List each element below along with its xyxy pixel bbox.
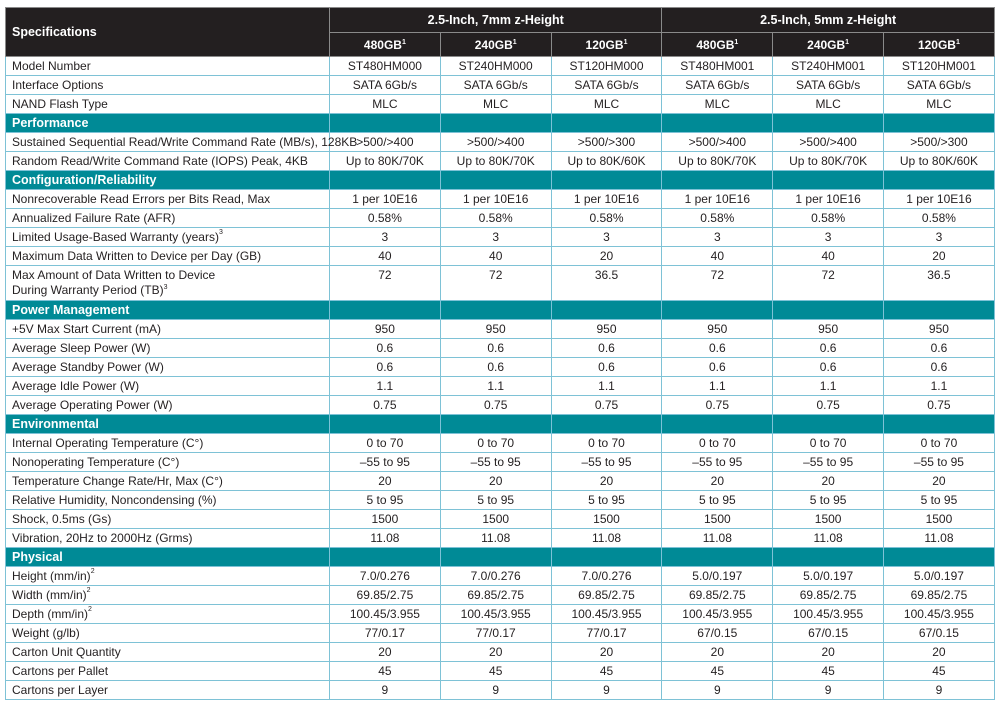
table-cell: 3 — [662, 228, 773, 247]
table-cell: 20 — [662, 643, 773, 662]
table-cell: 950 — [330, 320, 441, 339]
table-cell: 77/0.17 — [440, 624, 551, 643]
table-cell: 11.08 — [773, 529, 884, 548]
table-cell: 1 per 10E16 — [773, 190, 884, 209]
table-cell: 40 — [662, 247, 773, 266]
table-cell: –55 to 95 — [440, 453, 551, 472]
table-cell: 0.6 — [662, 339, 773, 358]
table-cell: ST240HM001 — [773, 57, 884, 76]
table-cell: SATA 6Gb/s — [440, 76, 551, 95]
table-cell: 0.58% — [662, 209, 773, 228]
table-cell: 9 — [551, 681, 662, 700]
row-label: Model Number — [6, 57, 330, 76]
table-cell: –55 to 95 — [330, 453, 441, 472]
table-cell: 0.6 — [773, 358, 884, 377]
table-cell: 69.85/2.75 — [662, 586, 773, 605]
table-cell: 7.0/0.276 — [440, 567, 551, 586]
table-cell: 5.0/0.197 — [773, 567, 884, 586]
row-label: Interface Options — [6, 76, 330, 95]
table-row — [6, 605, 995, 624]
table-cell: ST240HM000 — [440, 57, 551, 76]
specifications-heading: Specifications — [6, 8, 330, 57]
table-row — [6, 681, 995, 700]
table-cell: 1.1 — [551, 377, 662, 396]
footnote-marker: 3 — [218, 229, 223, 236]
table-cell: 36.5 — [551, 266, 662, 301]
row-label: Max Amount of Data Written to Device During Warranty Period (TB)$^3$ — [6, 266, 330, 301]
table-cell: 40 — [773, 247, 884, 266]
row-label: Temperature Change Rate/Hr, Max (C°) — [6, 472, 330, 491]
table-cell: 20 — [330, 472, 441, 491]
table-cell: 77/0.17 — [551, 624, 662, 643]
table-cell: >500/>400 — [662, 133, 773, 152]
table-row — [6, 643, 995, 662]
table-cell: 0.75 — [884, 396, 995, 415]
table-cell: 5.0/0.197 — [662, 567, 773, 586]
row-label: +5V Max Start Current (mA) — [6, 320, 330, 339]
table-row — [6, 434, 995, 453]
table-cell: Up to 80K/60K — [884, 152, 995, 171]
capacity-header: $480GB^1$ — [662, 33, 773, 57]
table-cell: –55 to 95 — [884, 453, 995, 472]
capacity-header: $480GB^1$ — [330, 33, 441, 57]
section-title: Environmental — [6, 415, 330, 434]
table-cell: 69.85/2.75 — [330, 586, 441, 605]
table-cell: 20 — [440, 643, 551, 662]
table-cell: 5.0/0.197 — [884, 567, 995, 586]
row-label: Carton Unit Quantity — [6, 643, 330, 662]
table-row — [6, 152, 995, 171]
row-label: Shock, 0.5ms (Gs) — [6, 510, 330, 529]
table-cell: 0 to 70 — [662, 434, 773, 453]
table-cell: 950 — [884, 320, 995, 339]
table-cell: Up to 80K/70K — [440, 152, 551, 171]
table-row — [6, 190, 995, 209]
capacity-header: $240GB^1$ — [773, 33, 884, 57]
table-cell: 20 — [884, 472, 995, 491]
spec-table-body — [6, 57, 995, 700]
table-row — [6, 339, 995, 358]
table-cell: ST120HM001 — [884, 57, 995, 76]
table-cell: >500/>400 — [440, 133, 551, 152]
table-cell: 0 to 70 — [551, 434, 662, 453]
table-cell: >500/>300 — [884, 133, 995, 152]
section-title: Performance — [6, 114, 330, 133]
table-row — [6, 266, 995, 301]
table-cell: >500/>400 — [330, 133, 441, 152]
table-row — [6, 662, 995, 681]
table-cell: 7.0/0.276 — [330, 567, 441, 586]
table-cell: 1 per 10E16 — [330, 190, 441, 209]
table-cell: 69.85/2.75 — [440, 586, 551, 605]
table-cell: 5 to 95 — [440, 491, 551, 510]
table-cell: 1500 — [440, 510, 551, 529]
table-cell: 9 — [773, 681, 884, 700]
table-cell: 5 to 95 — [551, 491, 662, 510]
table-cell: 67/0.15 — [773, 624, 884, 643]
footnote-marker: 2 — [86, 587, 91, 594]
table-cell: 72 — [440, 266, 551, 301]
table-cell: >500/>300 — [551, 133, 662, 152]
row-label: Sustained Sequential Read/Write Command Rate (MB/s), 128KB — [6, 133, 330, 152]
table-cell: 45 — [662, 662, 773, 681]
table-row — [6, 320, 995, 339]
table-cell: 0.75 — [440, 396, 551, 415]
table-cell: 45 — [884, 662, 995, 681]
table-cell: MLC — [440, 95, 551, 114]
table-row — [6, 133, 995, 152]
table-cell: 67/0.15 — [884, 624, 995, 643]
table-cell: –55 to 95 — [551, 453, 662, 472]
table-cell: 950 — [773, 320, 884, 339]
table-cell: 950 — [551, 320, 662, 339]
table-cell: 1 per 10E16 — [884, 190, 995, 209]
table-cell: MLC — [884, 95, 995, 114]
section-title: Configuration/Reliability — [6, 171, 330, 190]
table-cell: 9 — [330, 681, 441, 700]
table-cell: 45 — [440, 662, 551, 681]
specifications-table — [5, 7, 995, 700]
table-cell: 9 — [662, 681, 773, 700]
table-cell: MLC — [330, 95, 441, 114]
table-cell: 1500 — [773, 510, 884, 529]
table-cell: ST480HM001 — [662, 57, 773, 76]
section-header-row — [6, 548, 995, 567]
table-cell: 100.45/3.955 — [330, 605, 441, 624]
spec-table-container — [5, 7, 995, 700]
table-cell: SATA 6Gb/s — [773, 76, 884, 95]
table-cell: 100.45/3.955 — [773, 605, 884, 624]
table-cell: 9 — [440, 681, 551, 700]
row-label: Average Operating Power (W) — [6, 396, 330, 415]
table-cell: 72 — [773, 266, 884, 301]
table-cell: 45 — [773, 662, 884, 681]
table-cell: MLC — [773, 95, 884, 114]
table-row — [6, 567, 995, 586]
table-cell: 20 — [773, 643, 884, 662]
table-cell: 72 — [662, 266, 773, 301]
row-label: Nonoperating Temperature (C°) — [6, 453, 330, 472]
table-cell: 0.6 — [551, 339, 662, 358]
table-cell: 0.6 — [773, 339, 884, 358]
table-cell: 7.0/0.276 — [551, 567, 662, 586]
table-cell: 20 — [662, 472, 773, 491]
table-cell: 3 — [440, 228, 551, 247]
table-cell: 5 to 95 — [773, 491, 884, 510]
row-label: Cartons per Layer — [6, 681, 330, 700]
table-cell: 0.6 — [551, 358, 662, 377]
table-cell: 100.45/3.955 — [551, 605, 662, 624]
table-cell: 11.08 — [662, 529, 773, 548]
table-cell: 1500 — [551, 510, 662, 529]
table-row — [6, 510, 995, 529]
table-cell: 1.1 — [330, 377, 441, 396]
table-cell: SATA 6Gb/s — [330, 76, 441, 95]
table-cell: 20 — [884, 643, 995, 662]
table-cell: 5 to 95 — [330, 491, 441, 510]
table-cell: >500/>400 — [773, 133, 884, 152]
table-cell: 0.75 — [773, 396, 884, 415]
table-cell: 1.1 — [662, 377, 773, 396]
header-group-row — [6, 8, 995, 33]
table-cell: 0.6 — [884, 339, 995, 358]
row-label: NAND Flash Type — [6, 95, 330, 114]
section-title: Power Management — [6, 301, 330, 320]
row-label: Nonrecoverable Read Errors per Bits Read, Max — [6, 190, 330, 209]
table-row — [6, 57, 995, 76]
table-cell: 1500 — [330, 510, 441, 529]
table-cell: 0.75 — [662, 396, 773, 415]
table-cell: Up to 80K/70K — [330, 152, 441, 171]
footnote-marker: 2 — [88, 606, 92, 613]
table-cell: 40 — [330, 247, 441, 266]
table-row — [6, 396, 995, 415]
table-cell: SATA 6Gb/s — [662, 76, 773, 95]
table-cell: 950 — [440, 320, 551, 339]
table-cell: 0.6 — [440, 358, 551, 377]
table-cell: 0.6 — [884, 358, 995, 377]
table-row — [6, 76, 995, 95]
table-cell: Up to 80K/60K — [551, 152, 662, 171]
table-cell: 0 to 70 — [440, 434, 551, 453]
table-cell: SATA 6Gb/s — [551, 76, 662, 95]
table-cell: 3 — [330, 228, 441, 247]
table-cell: 40 — [440, 247, 551, 266]
table-cell: 0.6 — [330, 358, 441, 377]
table-cell: 20 — [440, 472, 551, 491]
table-cell: 1.1 — [884, 377, 995, 396]
table-cell: 0 to 70 — [330, 434, 441, 453]
table-cell: 0.75 — [551, 396, 662, 415]
table-cell: –55 to 95 — [773, 453, 884, 472]
section-header-row — [6, 301, 995, 320]
table-cell: 3 — [773, 228, 884, 247]
table-row — [6, 529, 995, 548]
footnote-marker: 2 — [90, 568, 95, 575]
table-cell: 0.58% — [884, 209, 995, 228]
table-cell: 69.85/2.75 — [551, 586, 662, 605]
table-cell: Up to 80K/70K — [773, 152, 884, 171]
section-header-row — [6, 171, 995, 190]
table-cell: Up to 80K/70K — [662, 152, 773, 171]
table-cell: MLC — [551, 95, 662, 114]
table-cell: 77/0.17 — [330, 624, 441, 643]
table-cell: 100.45/3.955 — [662, 605, 773, 624]
capacity-header: $120GB^1$ — [551, 33, 662, 57]
table-row — [6, 624, 995, 643]
table-cell: 1.1 — [440, 377, 551, 396]
table-cell: 20 — [773, 472, 884, 491]
table-row — [6, 453, 995, 472]
table-cell: 1 per 10E16 — [440, 190, 551, 209]
table-row — [6, 472, 995, 491]
row-label: Limited Usage-Based Warranty (years)$^3$ — [6, 228, 330, 247]
table-cell: 100.45/3.955 — [440, 605, 551, 624]
row-label: Width $(mm/in)^2$ — [6, 586, 330, 605]
table-cell: 69.85/2.75 — [884, 586, 995, 605]
table-cell: 950 — [662, 320, 773, 339]
table-cell: 0.58% — [551, 209, 662, 228]
table-cell: 3 — [551, 228, 662, 247]
table-cell: 20 — [551, 247, 662, 266]
table-cell: 20 — [330, 643, 441, 662]
table-cell: 11.08 — [551, 529, 662, 548]
section-title: Physical — [6, 548, 330, 567]
row-label: Vibration, 20Hz to 2000Hz (Grms) — [6, 529, 330, 548]
row-label: Internal Operating Temperature (C°) — [6, 434, 330, 453]
table-row — [6, 377, 995, 396]
table-cell: ST480HM000 — [330, 57, 441, 76]
table-cell: 67/0.15 — [662, 624, 773, 643]
table-cell: 72 — [330, 266, 441, 301]
footnote-marker: 3 — [163, 284, 168, 291]
row-label: Depth $(mm/in)^2$ — [6, 605, 330, 624]
table-cell: 1 per 10E16 — [662, 190, 773, 209]
table-cell: 11.08 — [440, 529, 551, 548]
section-header-row — [6, 415, 995, 434]
table-cell: 5 to 95 — [884, 491, 995, 510]
table-cell: 1 per 10E16 — [551, 190, 662, 209]
table-cell: 20 — [884, 247, 995, 266]
table-cell: 0.6 — [662, 358, 773, 377]
section-header-row — [6, 114, 995, 133]
table-row — [6, 95, 995, 114]
row-label: Height $(mm/in)^2$ — [6, 567, 330, 586]
table-cell: 3 — [884, 228, 995, 247]
capacity-header: $120GB^1$ — [884, 33, 995, 57]
table-cell: 11.08 — [330, 529, 441, 548]
table-cell: 1500 — [884, 510, 995, 529]
table-row — [6, 491, 995, 510]
row-label: Annualized Failure Rate (AFR) — [6, 209, 330, 228]
row-label: Relative Humidity, Noncondensing (%) — [6, 491, 330, 510]
table-cell: 0.58% — [330, 209, 441, 228]
row-label: Average Standby Power (W) — [6, 358, 330, 377]
group-header-5mm: 2.5-Inch, 5mm z-Height — [662, 8, 994, 33]
row-label: Average Sleep Power (W) — [6, 339, 330, 358]
table-cell: 0.58% — [440, 209, 551, 228]
table-cell: 20 — [551, 472, 662, 491]
table-row — [6, 358, 995, 377]
table-cell: ST120HM000 — [551, 57, 662, 76]
row-label: Average Idle Power (W) — [6, 377, 330, 396]
table-cell: 0 to 70 — [884, 434, 995, 453]
table-cell: 45 — [551, 662, 662, 681]
table-cell: 0.58% — [773, 209, 884, 228]
capacity-header: $240GB^1$ — [440, 33, 551, 57]
table-row — [6, 586, 995, 605]
row-label: Weight (g/lb) — [6, 624, 330, 643]
table-cell: MLC — [662, 95, 773, 114]
table-cell: SATA 6Gb/s — [884, 76, 995, 95]
table-row — [6, 247, 995, 266]
table-cell: 0.6 — [440, 339, 551, 358]
table-cell: 45 — [330, 662, 441, 681]
table-cell: 11.08 — [884, 529, 995, 548]
table-cell: –55 to 95 — [662, 453, 773, 472]
table-cell: 1500 — [662, 510, 773, 529]
table-cell: 69.85/2.75 — [773, 586, 884, 605]
table-cell: 0.6 — [330, 339, 441, 358]
table-cell: 0.75 — [330, 396, 441, 415]
group-header-7mm: 2.5-Inch, 7mm z-Height — [330, 8, 662, 33]
row-label: Random Read/Write Command Rate (IOPS) Peak, 4KB — [6, 152, 330, 171]
table-cell: 36.5 — [884, 266, 995, 301]
table-row — [6, 228, 995, 247]
table-cell: 5 to 95 — [662, 491, 773, 510]
row-label: Cartons per Pallet — [6, 662, 330, 681]
table-cell: 9 — [884, 681, 995, 700]
table-row — [6, 209, 995, 228]
table-cell: 20 — [551, 643, 662, 662]
table-cell: 0 to 70 — [773, 434, 884, 453]
table-cell: 100.45/3.955 — [884, 605, 995, 624]
table-cell: 1.1 — [773, 377, 884, 396]
row-label: Maximum Data Written to Device per Day (GB) — [6, 247, 330, 266]
